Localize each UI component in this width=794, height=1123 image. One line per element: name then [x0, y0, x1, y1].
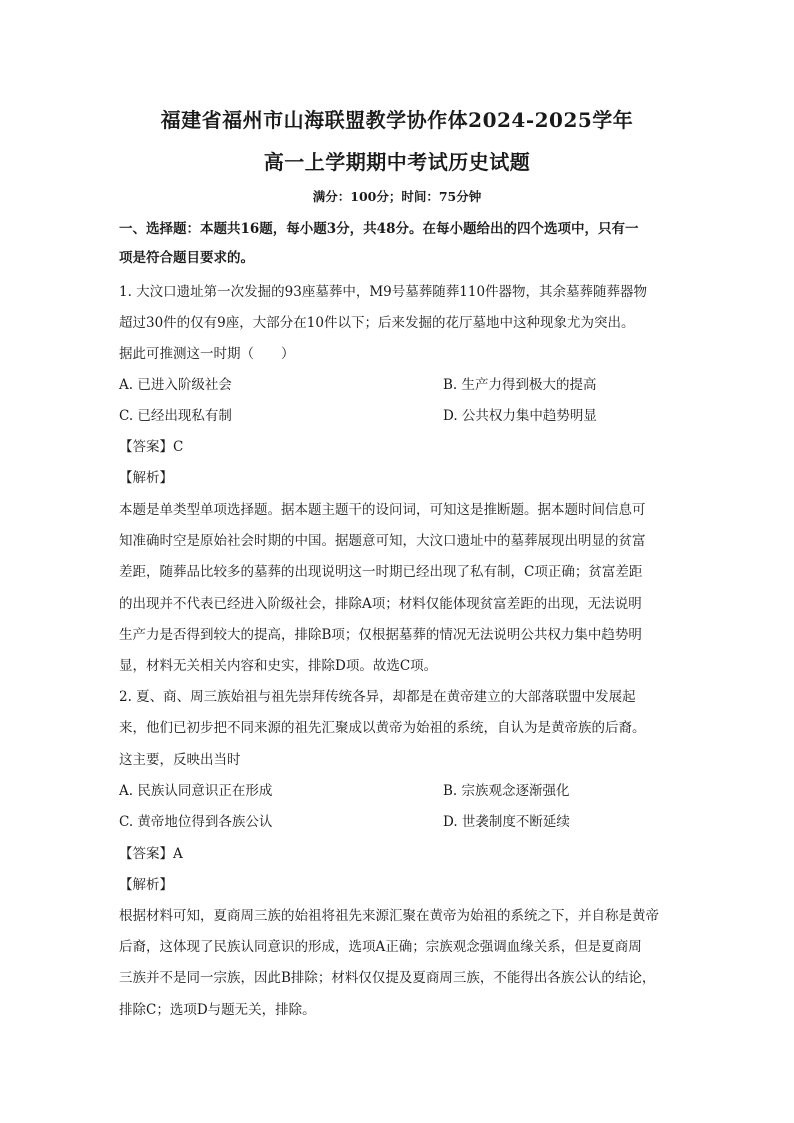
- q2-option-c: C. 黄帝地位得到各族公认: [119, 814, 273, 830]
- q1-option-a: A. 已进入阶级社会: [119, 377, 232, 393]
- q1-option-b: B. 生产力得到极大的提高: [443, 377, 597, 393]
- q1-option-c: C. 已经出现私有制: [119, 408, 232, 424]
- q2-stem-line1: 2. 夏、商、周三族始祖与祖先崇拜传统各异，却都是在黄帝建立的大部落联盟中发展起: [119, 689, 636, 705]
- section-heading-line2: 项是符合题目要求的。: [119, 250, 254, 266]
- q1-analysis-line1: 本题是单类型单项选择题。据本题主题干的设问词，可知这是推断题。据本题时间信息可: [119, 502, 646, 518]
- q1-stem-line3: 据此可推测这一时期（ ）: [119, 346, 295, 362]
- q1-analysis-line2: 知准确时空是原始社会时期的中国。据题意可知，大汶口遗址中的墓葬展现出明显的贫富: [119, 533, 646, 549]
- q2-analysis-label: 【解析】: [119, 877, 173, 893]
- q2-stem-line2: 来，他们已初步把不同来源的祖先汇聚成以黄帝为始祖的系统，自认为是黄帝族的后裔。: [119, 720, 646, 736]
- q2-answer: 【答案】A: [119, 846, 183, 862]
- exam-title-line1: 福建省福州市山海联盟教学协作体2024-2025学年: [160, 108, 634, 132]
- q1-analysis-line5: 生产力是否得到较大的提高，排除B项；仅根据墓葬的情况无法说明公共权力集中趋势明: [119, 627, 642, 643]
- q1-stem-line1: 1. 大汶口遗址第一次发掘的93座墓葬中，M9号墓葬随葬110件器物，其余墓葬随葬器物: [119, 284, 648, 300]
- q2-analysis-line4: 排除C；选项D与题无关，排除。: [119, 1002, 316, 1018]
- q1-analysis-label: 【解析】: [119, 470, 173, 486]
- q1-option-d: D. 公共权力集中趋势明显: [443, 408, 597, 424]
- q2-option-d: D. 世袭制度不断延续: [443, 814, 570, 830]
- q2-option-b: B. 宗族观念逐渐强化: [443, 783, 570, 799]
- q1-stem-line2: 超过30件的仅有9座，大部分在10件以下；后来发掘的花厅墓地中这种现象尤为突出。: [119, 315, 635, 331]
- exam-meta: 满分：100分；时间：75分钟: [312, 189, 482, 204]
- section-heading-line1: 一、选择题：本题共16题，每小题3分，共48分。在每小题给出的四个选项中，只有一: [119, 221, 639, 237]
- q2-analysis-line2: 后裔，这体现了民族认同意识的形成，选项A正确；宗族观念强调血缘关系，但是夏商周: [119, 939, 642, 955]
- q1-answer: 【答案】C: [119, 439, 184, 455]
- exam-title-line2: 高一上学期期中考试历史试题: [263, 150, 531, 174]
- q2-analysis-line1: 根据材料可知，夏商周三族的始祖将祖先来源汇聚在黄帝为始祖的系统之下，并自称是黄帝: [119, 908, 659, 924]
- q1-analysis-line3: 差距，随葬品比较多的墓葬的出现说明这一时期已经出现了私有制，C项正确；贫富差距: [119, 564, 643, 580]
- q1-analysis-line4: 的出现并不代表已经进入阶级社会，排除A项；材料仅能体现贫富差距的出现，无法说明: [119, 596, 642, 612]
- q2-option-a: A. 民族认同意识正在形成: [119, 783, 273, 799]
- q2-stem-line3: 这主要，反映出当时: [119, 752, 241, 768]
- q2-analysis-line3: 三族并不是同一宗族，因此B排除；材料仅仅提及夏商周三族，不能得出各族公认的结论，: [119, 970, 656, 986]
- q1-analysis-line6: 显，材料无关相关内容和史实，排除D项。故选C项。: [119, 658, 438, 674]
